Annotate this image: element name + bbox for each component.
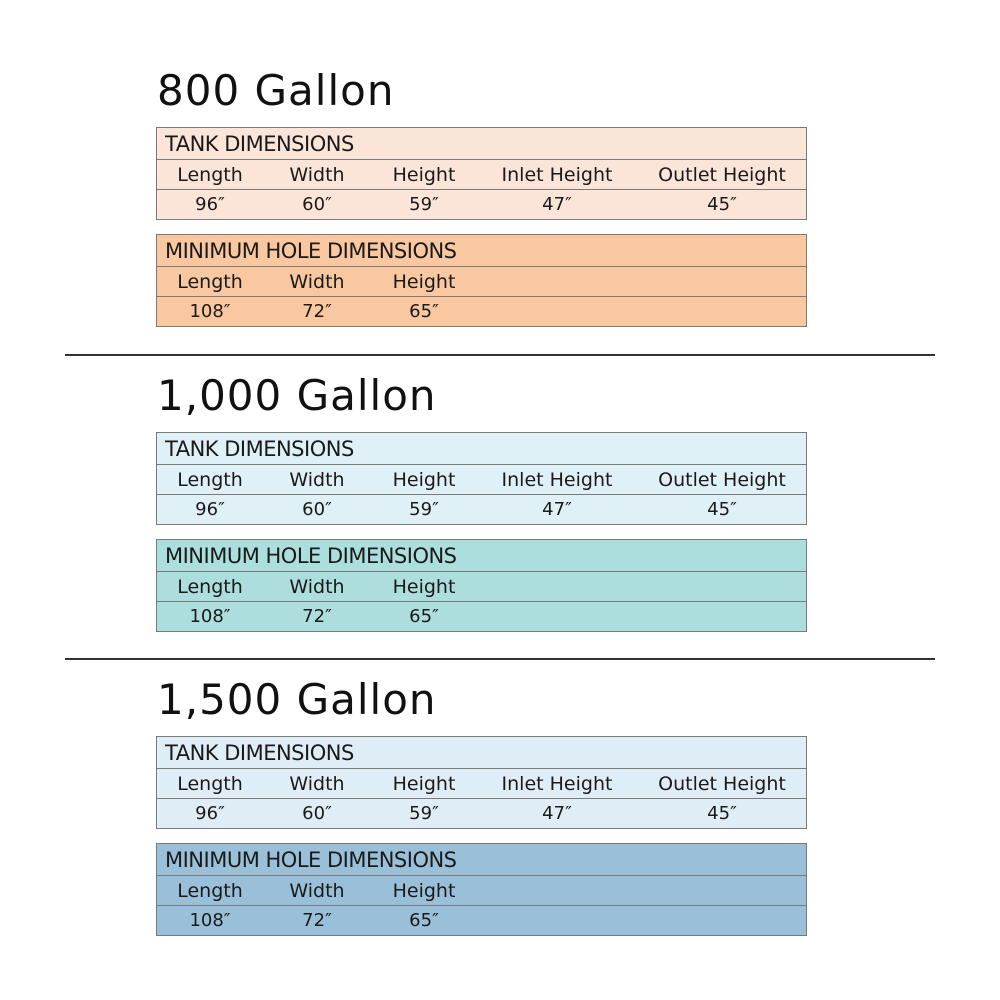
section-divider [65,658,935,660]
column-header: Outlet Height [658,468,786,491]
column-header: Height [392,163,456,186]
column-header-row [157,875,806,905]
column-header: Inlet Height [501,163,613,186]
value-cell: 96″ [195,194,225,215]
value-row [157,601,806,631]
value-cell: 45″ [707,499,737,520]
section-title: 1,500 Gallon [157,675,437,724]
value-cell: 60″ [302,499,332,520]
value-cell: 108″ [189,606,231,627]
column-header-row [157,266,806,296]
column-header: Width [289,772,345,795]
column-header: Width [289,468,345,491]
column-header: Length [177,468,243,491]
column-header: Outlet Height [658,163,786,186]
section-divider [65,354,935,356]
column-header-row [157,571,806,601]
column-header: Length [177,772,243,795]
column-header-row [157,159,806,189]
table-heading: MINIMUM HOLE DIMENSIONS [165,543,457,568]
value-cell: 65″ [409,301,439,322]
value-cell: 96″ [195,803,225,824]
column-header: Height [392,468,456,491]
column-header: Length [177,163,243,186]
table-heading: MINIMUM HOLE DIMENSIONS [165,847,457,872]
column-header: Width [289,879,345,902]
value-cell: 45″ [707,803,737,824]
value-cell: 59″ [409,499,439,520]
value-row [157,905,806,935]
tank-dimensions-table [156,127,807,220]
value-cell: 45″ [707,194,737,215]
value-cell: 72″ [302,910,332,931]
column-header: Width [289,163,345,186]
column-header: Width [289,575,345,598]
column-header-row [157,464,806,494]
value-cell: 59″ [409,194,439,215]
table-heading: TANK DIMENSIONS [165,131,354,156]
tank-dimensions-table [156,736,807,829]
column-header: Width [289,270,345,293]
value-cell: 47″ [542,803,572,824]
column-header: Inlet Height [501,468,613,491]
value-cell: 47″ [542,194,572,215]
value-cell: 72″ [302,301,332,322]
tank-dimensions-table [156,432,807,525]
value-row [157,494,806,524]
column-header-row [157,768,806,798]
value-row [157,189,806,219]
value-cell: 65″ [409,606,439,627]
column-header: Length [177,270,243,293]
section-title: 800 Gallon [157,66,395,115]
value-row [157,798,806,828]
value-cell: 108″ [189,301,231,322]
column-header: Inlet Height [501,772,613,795]
value-cell: 60″ [302,803,332,824]
column-header: Length [177,575,243,598]
table-heading: TANK DIMENSIONS [165,740,354,765]
column-header: Height [392,772,456,795]
column-header: Height [392,575,456,598]
value-cell: 60″ [302,194,332,215]
minimum-hole-dimensions-table [156,234,807,327]
column-header: Height [392,879,456,902]
value-row [157,296,806,326]
table-heading: MINIMUM HOLE DIMENSIONS [165,238,457,263]
value-cell: 72″ [302,606,332,627]
table-heading: TANK DIMENSIONS [165,436,354,461]
value-cell: 108″ [189,910,231,931]
column-header: Outlet Height [658,772,786,795]
section-title: 1,000 Gallon [157,371,437,420]
column-header: Length [177,879,243,902]
value-cell: 47″ [542,499,572,520]
value-cell: 96″ [195,499,225,520]
minimum-hole-dimensions-table [156,539,807,632]
column-header: Height [392,270,456,293]
value-cell: 59″ [409,803,439,824]
minimum-hole-dimensions-table [156,843,807,936]
value-cell: 65″ [409,910,439,931]
